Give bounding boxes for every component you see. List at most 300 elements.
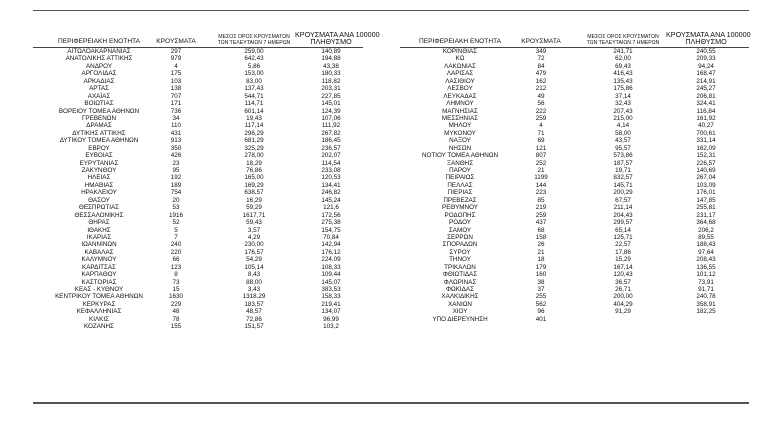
cell-per100k: 134,41	[321, 181, 341, 189]
cell-cases: 223	[535, 189, 547, 197]
header-cases: ΚΡΟΥΣΜΑΤΑ	[521, 38, 561, 46]
cell-per100k: 145,24	[321, 196, 341, 204]
cell-region: ΣΕΡΡΩΝ	[447, 233, 473, 241]
cell-avg: 88,00	[246, 278, 262, 286]
cell-cases: 229	[170, 300, 182, 308]
table-row	[33, 264, 363, 271]
cell-region: ΥΠΟ ΔΙΕΡΕΥΝΗΣΗ	[432, 315, 488, 323]
cell-per100k: 364,68	[696, 219, 716, 227]
cell-region: ΦΛΩΡΙΝΑΣ	[443, 278, 477, 286]
header-region: ΠΕΡΙΦΕΡΕΙΑΚΗ ΕΝΟΤΗΤΑ	[57, 38, 141, 46]
cell-cases: 479	[535, 70, 547, 78]
table-row	[400, 137, 749, 144]
cell-avg: 642,43	[244, 55, 264, 63]
cell-cases: 350	[170, 144, 182, 152]
cell-avg: 204,43	[613, 211, 633, 219]
cell-cases: 68	[537, 226, 545, 234]
cell-region: ΑΝΔΡΟΥ	[85, 62, 113, 70]
cell-avg: 1318,29	[242, 293, 266, 301]
cell-region: ΗΜΑΘΙΑΣ	[84, 181, 114, 189]
cell-region: ΔΡΑΜΑΣ	[86, 122, 112, 130]
table-row	[400, 249, 749, 256]
cell-region: ΑΡΓΟΛΙΔΑΣ	[81, 70, 117, 78]
table-row	[33, 145, 363, 152]
cell-region: ΚΑΛΥΜΝΟΥ	[81, 256, 117, 264]
cell-region: ΕΥΡΥΤΑΝΙΑΣ	[79, 159, 119, 167]
table-row	[400, 286, 749, 293]
cell-cases: 349	[535, 48, 547, 55]
cell-cases: 255	[535, 293, 547, 301]
cell-region: ΔΥΤΙΚΗΣ ΑΤΤΙΚΗΣ	[72, 129, 126, 137]
cell-per100k: 103,2	[323, 323, 339, 331]
cell-region: ΑΧΑΪΑΣ	[87, 92, 111, 100]
cell-avg: 544,71	[244, 92, 264, 100]
header-avg-line1: ΜΕΣΟΣ ΟΡΟΣ ΚΡΟΥΣΜΑΤΩΝ	[218, 34, 290, 41]
table-row	[400, 63, 749, 70]
cell-avg: 299,57	[613, 219, 633, 227]
cell-avg: 67,57	[615, 196, 631, 204]
cell-per100k: 182,25	[696, 308, 716, 316]
cell-region: ΒΟΙΩΤΙΑΣ	[84, 100, 114, 108]
cell-avg: 3,57	[247, 226, 261, 234]
table-row	[33, 271, 363, 278]
cell-region: ΑΙΤΩΛΟΑΚΑΡΝΑΝΙΑΣ	[67, 48, 131, 55]
table-row	[400, 174, 749, 181]
cell-per100k: 202,07	[321, 152, 341, 160]
cell-cases: 73	[172, 278, 180, 286]
cell-region: ΚΕΑΣ - ΚΥΘΝΟΥ	[74, 286, 124, 293]
cell-cases: 71	[537, 129, 545, 137]
cell-cases: 297	[170, 48, 182, 55]
cell-region: ΠΕΙΡΑΙΩΣ	[445, 174, 475, 182]
cell-avg: 176,57	[244, 248, 264, 256]
cell-cases: 110	[170, 122, 182, 130]
cell-avg: 601,14	[244, 107, 264, 115]
table-row	[400, 152, 749, 159]
cell-per100k: 209,33	[696, 55, 716, 63]
cell-region: ΚΑΡΔΙΤΣΑΣ	[82, 263, 116, 271]
table-row	[400, 130, 749, 137]
table-row	[400, 212, 749, 219]
cell-avg: 325,29	[244, 144, 264, 152]
table-row	[400, 241, 749, 248]
table-row	[400, 271, 749, 278]
table-row	[400, 219, 749, 226]
cell-cases: 179	[535, 263, 547, 271]
cell-per100k: 89,55	[698, 233, 714, 241]
cell-cases: 26	[537, 241, 545, 249]
cell-per100k: 162,09	[696, 144, 716, 152]
cell-per100k: 145,01	[321, 100, 341, 108]
cell-cases: 78	[172, 315, 180, 323]
cell-cases: 220	[170, 248, 182, 256]
cell-avg: 17,86	[615, 248, 631, 256]
cell-avg: 19,43	[246, 114, 262, 122]
cell-avg: 43,57	[615, 137, 631, 145]
cell-avg: 165,00	[244, 174, 264, 182]
cell-region: ΣΠΟΡΑΔΩΝ	[442, 241, 478, 249]
cell-cases: 240	[170, 241, 182, 249]
cell-cases: 160	[535, 271, 547, 279]
cell-avg: 15,29	[615, 256, 631, 264]
cell-cases: 7	[174, 233, 178, 241]
cell-avg: 4,14	[616, 122, 630, 130]
cell-cases: 84	[537, 62, 545, 70]
cell-region: ΚΩ	[455, 55, 465, 63]
cell-per100k: 109,44	[321, 271, 341, 279]
cell-region: ΠΑΡΟΥ	[449, 167, 471, 174]
cell-cases: 754	[170, 189, 182, 197]
cell-cases: 123	[170, 263, 182, 271]
cell-region: ΖΑΚΥΝΘΟΥ	[81, 167, 117, 174]
cell-per100k: 91,71	[698, 286, 714, 293]
cell-region: ΤΡΙΚΑΛΩΝ	[444, 263, 476, 271]
cell-avg: 211,14	[613, 204, 633, 212]
cell-region: ΠΕΛΛΑΣ	[447, 181, 473, 189]
right-table-body	[400, 48, 749, 323]
cell-avg: 114,71	[244, 100, 264, 108]
cell-region: ΣΑΜΟΥ	[448, 226, 472, 234]
table-row	[33, 308, 363, 315]
left-table-body	[33, 48, 363, 331]
table-row	[400, 234, 749, 241]
table-row	[400, 55, 749, 62]
cell-per100k: 246,82	[321, 189, 341, 197]
cell-per100k: 214,91	[696, 77, 716, 85]
cell-cases: 121	[535, 144, 547, 152]
cell-per100k: 383,53	[321, 286, 341, 293]
cell-region: ΚΕΡΚΥΡΑΣ	[82, 300, 116, 308]
cell-cases: 1199	[534, 174, 548, 182]
table-row	[33, 100, 363, 107]
cell-region: ΝΟΤΙΟΥ ΤΟΜΕΑ ΑΘΗΝΩΝ	[421, 152, 499, 160]
cell-cases: 95	[172, 167, 180, 174]
table-row	[33, 189, 363, 196]
cell-avg: 19,71	[615, 167, 631, 174]
cell-avg: 59,29	[246, 204, 262, 212]
table-row	[33, 85, 363, 92]
cell-per100k: 154,75	[321, 226, 341, 234]
cell-avg: 638,57	[244, 189, 264, 197]
header-per100k-line1: ΚΡΟΥΣΜΑΤΑ ΑΝΑ 100000	[666, 29, 751, 39]
cell-region: ΡΟΔΟΥ	[449, 219, 471, 227]
cell-avg: 153,00	[244, 70, 264, 78]
cell-region: ΛΑΚΩΝΙΑΣ	[444, 62, 476, 70]
cell-region: ΛΗΜΝΟΥ	[446, 100, 474, 108]
cell-region: ΚΙΛΚΙΣ	[89, 315, 109, 323]
cell-per100k: 136,55	[696, 263, 716, 271]
cell-region: ΜΥΚΟΝΟΥ	[444, 129, 476, 137]
cell-region: ΘΕΣΠΡΩΤΙΑΣ	[78, 204, 120, 212]
cell-cases: 48	[172, 308, 180, 316]
cell-region: ΔΥΤΙΚΟΥ ΤΟΜΕΑ ΑΘΗΝΩΝ	[59, 137, 139, 145]
cell-avg: 681,29	[244, 137, 264, 145]
cell-per100k: 176,01	[696, 189, 716, 197]
cell-per100k: 206,81	[696, 92, 716, 100]
table-row	[33, 316, 363, 323]
cell-avg: 58,00	[615, 129, 631, 137]
cell-region: ΦΩΚΙΔΑΣ	[446, 286, 474, 293]
cell-per100k: 118,82	[321, 77, 341, 85]
table-row	[400, 308, 749, 315]
header-avg	[213, 35, 295, 46]
cell-avg: 187,57	[613, 159, 633, 167]
cell-avg: 36,57	[615, 278, 631, 286]
table-row	[33, 256, 363, 263]
table-row	[400, 167, 749, 174]
table-row	[400, 227, 749, 234]
cell-region: ΝΗΣΩΝ	[448, 144, 472, 152]
cell-per100k: 172,56	[321, 211, 341, 219]
cell-avg: 8,43	[247, 271, 261, 279]
cell-avg: 48,57	[246, 308, 262, 316]
cell-per100k: 40,27	[698, 122, 714, 130]
cell-cases: 212	[535, 85, 547, 93]
left-table	[33, 26, 380, 331]
table-row	[33, 212, 363, 219]
cell-avg: 65,14	[615, 226, 631, 234]
cell-per100k: 233,08	[321, 167, 341, 174]
table-row	[400, 293, 749, 300]
cell-avg: 125,71	[613, 233, 633, 241]
cell-avg: 296,29	[244, 129, 264, 137]
table-row	[33, 219, 363, 226]
table-row	[400, 70, 749, 77]
cell-cases: 69	[537, 137, 545, 145]
cell-per100k: 203,31	[321, 85, 341, 93]
cell-region: ΘΕΣΣΑΛΟΝΙΚΗΣ	[74, 211, 124, 219]
table-row	[400, 264, 749, 271]
cell-avg: 120,43	[613, 271, 633, 279]
header-avg-line2: ΤΩΝ ΤΕΛΕΥΤΑΙΩΝ 7 ΗΜΕΡΩΝ	[586, 39, 660, 46]
cell-per100k: 194,88	[321, 55, 341, 63]
header-avg	[580, 35, 666, 46]
cell-cases: 401	[535, 315, 547, 323]
cell-cases: 171	[170, 100, 182, 108]
cell-per100k: 107,06	[321, 114, 341, 122]
cell-per100k: 700,61	[696, 129, 716, 137]
cell-avg: 72,86	[246, 315, 262, 323]
header-region: ΠΕΡΙΦΕΡΕΙΑΚΗ ΕΝΟΤΗΤΑ	[418, 38, 502, 46]
cell-per100k: 114,54	[321, 159, 341, 167]
cell-avg: 167,14	[613, 263, 633, 271]
table-row	[33, 152, 363, 159]
cell-region: ΕΒΡΟΥ	[88, 144, 110, 152]
cell-cases: 426	[170, 152, 182, 160]
cell-cases: 96	[537, 308, 545, 316]
top-rule	[33, 10, 749, 11]
cell-cases: 37	[537, 286, 545, 293]
cell-region: ΑΡΤΑΣ	[89, 85, 109, 93]
table-row	[400, 204, 749, 211]
cell-avg: 4,29	[247, 233, 261, 241]
cell-cases: 5	[174, 226, 178, 234]
cell-per100k: 236,57	[321, 144, 341, 152]
cell-region: ΚΑΒΑΛΑΣ	[84, 248, 114, 256]
table-row	[33, 241, 363, 248]
cell-region: ΞΑΝΘΗΣ	[446, 159, 474, 167]
cell-avg: 54,29	[246, 256, 262, 264]
cell-cases: 21	[537, 248, 545, 256]
cell-cases: 219	[535, 204, 547, 212]
cell-region: ΙΘΑΚΗΣ	[87, 226, 111, 234]
table-row	[33, 182, 363, 189]
table-row	[33, 55, 363, 62]
cell-cases: 18	[537, 256, 545, 264]
table-row	[400, 122, 749, 129]
cell-per100k: 140,69	[696, 167, 716, 174]
cell-per100k: 142,94	[321, 241, 341, 249]
table-row	[400, 145, 749, 152]
table-row	[400, 256, 749, 263]
cell-cases: 192	[170, 174, 182, 182]
cell-region: ΕΥΒΟΙΑΣ	[85, 152, 113, 160]
cell-cases: 155	[170, 323, 182, 331]
table-row	[33, 63, 363, 70]
cell-per100k: 103,09	[696, 181, 716, 189]
cell-cases: 189	[170, 181, 182, 189]
cell-cases: 20	[172, 196, 180, 204]
cell-per100k: 208,43	[696, 256, 716, 264]
cell-per100k: 97,64	[698, 248, 714, 256]
cell-avg: 105,14	[244, 263, 264, 271]
cell-region: ΗΛΕΙΑΣ	[87, 174, 111, 182]
cell-cases: 222	[535, 107, 547, 115]
cell-cases: 38	[537, 278, 545, 286]
right-table-header	[400, 26, 749, 48]
table-row	[33, 130, 363, 137]
cell-per100k: 120,53	[321, 174, 341, 182]
cell-avg: 573,86	[613, 152, 633, 160]
cell-per100k: 70,84	[323, 233, 339, 241]
table-row	[33, 249, 363, 256]
cell-cases: 259	[535, 211, 547, 219]
cell-avg: 169,29	[244, 181, 264, 189]
cell-cases: 437	[535, 219, 547, 227]
cell-avg: 32,43	[615, 100, 631, 108]
bottom-rule	[33, 402, 749, 404]
table-row	[33, 137, 363, 144]
cell-avg: 404,29	[613, 300, 633, 308]
table-row	[400, 182, 749, 189]
cell-cases: 4	[174, 62, 178, 70]
cell-per100k: 108,33	[321, 263, 341, 271]
cell-region: ΜΗΛΟΥ	[448, 122, 472, 130]
cell-region: ΑΡΚΑΔΙΑΣ	[83, 77, 115, 85]
cell-avg: 241,71	[613, 48, 633, 55]
cell-avg: 259,00	[244, 48, 264, 55]
cell-per100k: 96,99	[323, 315, 339, 323]
right-table	[400, 26, 749, 323]
cell-region: ΝΑΞΟΥ	[449, 137, 471, 145]
cell-region: ΘΗΡΑΣ	[88, 219, 110, 227]
cell-per100k: 206,2	[698, 226, 714, 234]
cell-region: ΚΕΦΑΛΛΗΝΙΑΣ	[76, 308, 122, 316]
table-row	[33, 115, 363, 122]
cell-avg: 59,43	[246, 219, 262, 227]
cell-per100k: 240,78	[696, 293, 716, 301]
cell-per100k: 331,14	[696, 137, 716, 145]
cell-per100k: 116,84	[696, 107, 716, 115]
cell-per100k: 240,55	[696, 48, 716, 55]
cell-region: ΧΑΝΙΩΝ	[448, 300, 472, 308]
cell-per100k: 158,33	[321, 293, 341, 301]
header-avg-line2: ΤΩΝ ΤΕΛΕΥΤΑΙΩΝ 7 ΗΜΕΡΩΝ	[217, 39, 291, 46]
header-per100k	[666, 29, 751, 47]
cell-cases: 807	[535, 152, 547, 160]
cell-region: ΛΕΣΒΟΥ	[447, 85, 473, 93]
cell-cases: 21	[537, 167, 545, 174]
cell-avg: 145,71	[613, 181, 633, 189]
cell-per100k: 176,12	[321, 248, 341, 256]
table-row	[33, 78, 363, 85]
cell-cases: 562	[535, 300, 547, 308]
cell-cases: 144	[535, 181, 547, 189]
cell-per100k: 224,09	[321, 256, 341, 264]
table-row	[33, 301, 363, 308]
cell-per100k: 152,31	[696, 152, 716, 160]
table-row	[400, 279, 749, 286]
cell-cases: 53	[172, 204, 180, 212]
cell-region: ΚΑΣΤΟΡΙΑΣ	[81, 278, 117, 286]
cell-avg: 278,00	[244, 152, 264, 160]
cell-cases: 8	[174, 271, 178, 279]
cell-per100k: 188,43	[696, 241, 716, 249]
cell-per100k: 267,04	[696, 174, 716, 182]
cell-region: ΚΟΡΙΝΘΙΑΣ	[442, 48, 478, 55]
table-row	[33, 108, 363, 115]
cell-per100k: 124,39	[321, 107, 341, 115]
cell-cases: 1916	[168, 211, 183, 219]
cell-region: ΚΑΡΠΑΘΟΥ	[81, 271, 117, 279]
table-row	[33, 234, 363, 241]
cell-region: ΛΑΣΙΘΙΟΥ	[445, 77, 475, 85]
table-row	[400, 197, 749, 204]
cell-per100k: 145,07	[321, 278, 341, 286]
cell-cases: 23	[172, 159, 180, 167]
cell-per100k: 227,85	[321, 92, 341, 100]
header-per100k-line1: ΚΡΟΥΣΜΑΤΑ ΑΝΑ 100000	[295, 29, 380, 39]
cell-avg: 18,29	[246, 159, 262, 167]
cell-avg: 16,29	[246, 196, 262, 204]
cell-cases: 15	[172, 286, 180, 293]
cell-avg: 183,57	[244, 300, 264, 308]
cell-cases: 4	[539, 122, 543, 130]
cell-per100k: 168,47	[696, 70, 716, 78]
cell-per100k: 161,92	[696, 114, 716, 122]
cell-region: ΡΕΘΥΜΝΟΥ	[442, 204, 478, 212]
cell-avg: 200,00	[613, 293, 633, 301]
cell-region: ΛΕΥΚΑΔΑΣ	[443, 92, 477, 100]
table-row	[33, 48, 363, 55]
cell-cases: 85	[537, 196, 545, 204]
cell-avg: 83,00	[246, 77, 262, 85]
cell-region: ΒΟΡΕΙΟΥ ΤΟΜΕΑ ΑΘΗΝΩΝ	[58, 107, 140, 115]
cell-avg: 3,43	[247, 286, 261, 293]
cell-avg: 5,86	[247, 62, 261, 70]
cell-cases: 34	[172, 114, 180, 122]
cell-per100k: 101,12	[696, 271, 716, 279]
cell-per100k: 121,6	[323, 204, 339, 212]
cell-region: ΙΩΑΝΝΙΝΩΝ	[81, 241, 117, 249]
table-row	[33, 197, 363, 204]
table-row	[33, 93, 363, 100]
cell-cases: 66	[172, 256, 180, 264]
cell-cases: 52	[172, 219, 180, 227]
cell-avg: 1617,71	[242, 211, 266, 219]
cell-cases: 158	[535, 233, 547, 241]
table-row	[33, 174, 363, 181]
